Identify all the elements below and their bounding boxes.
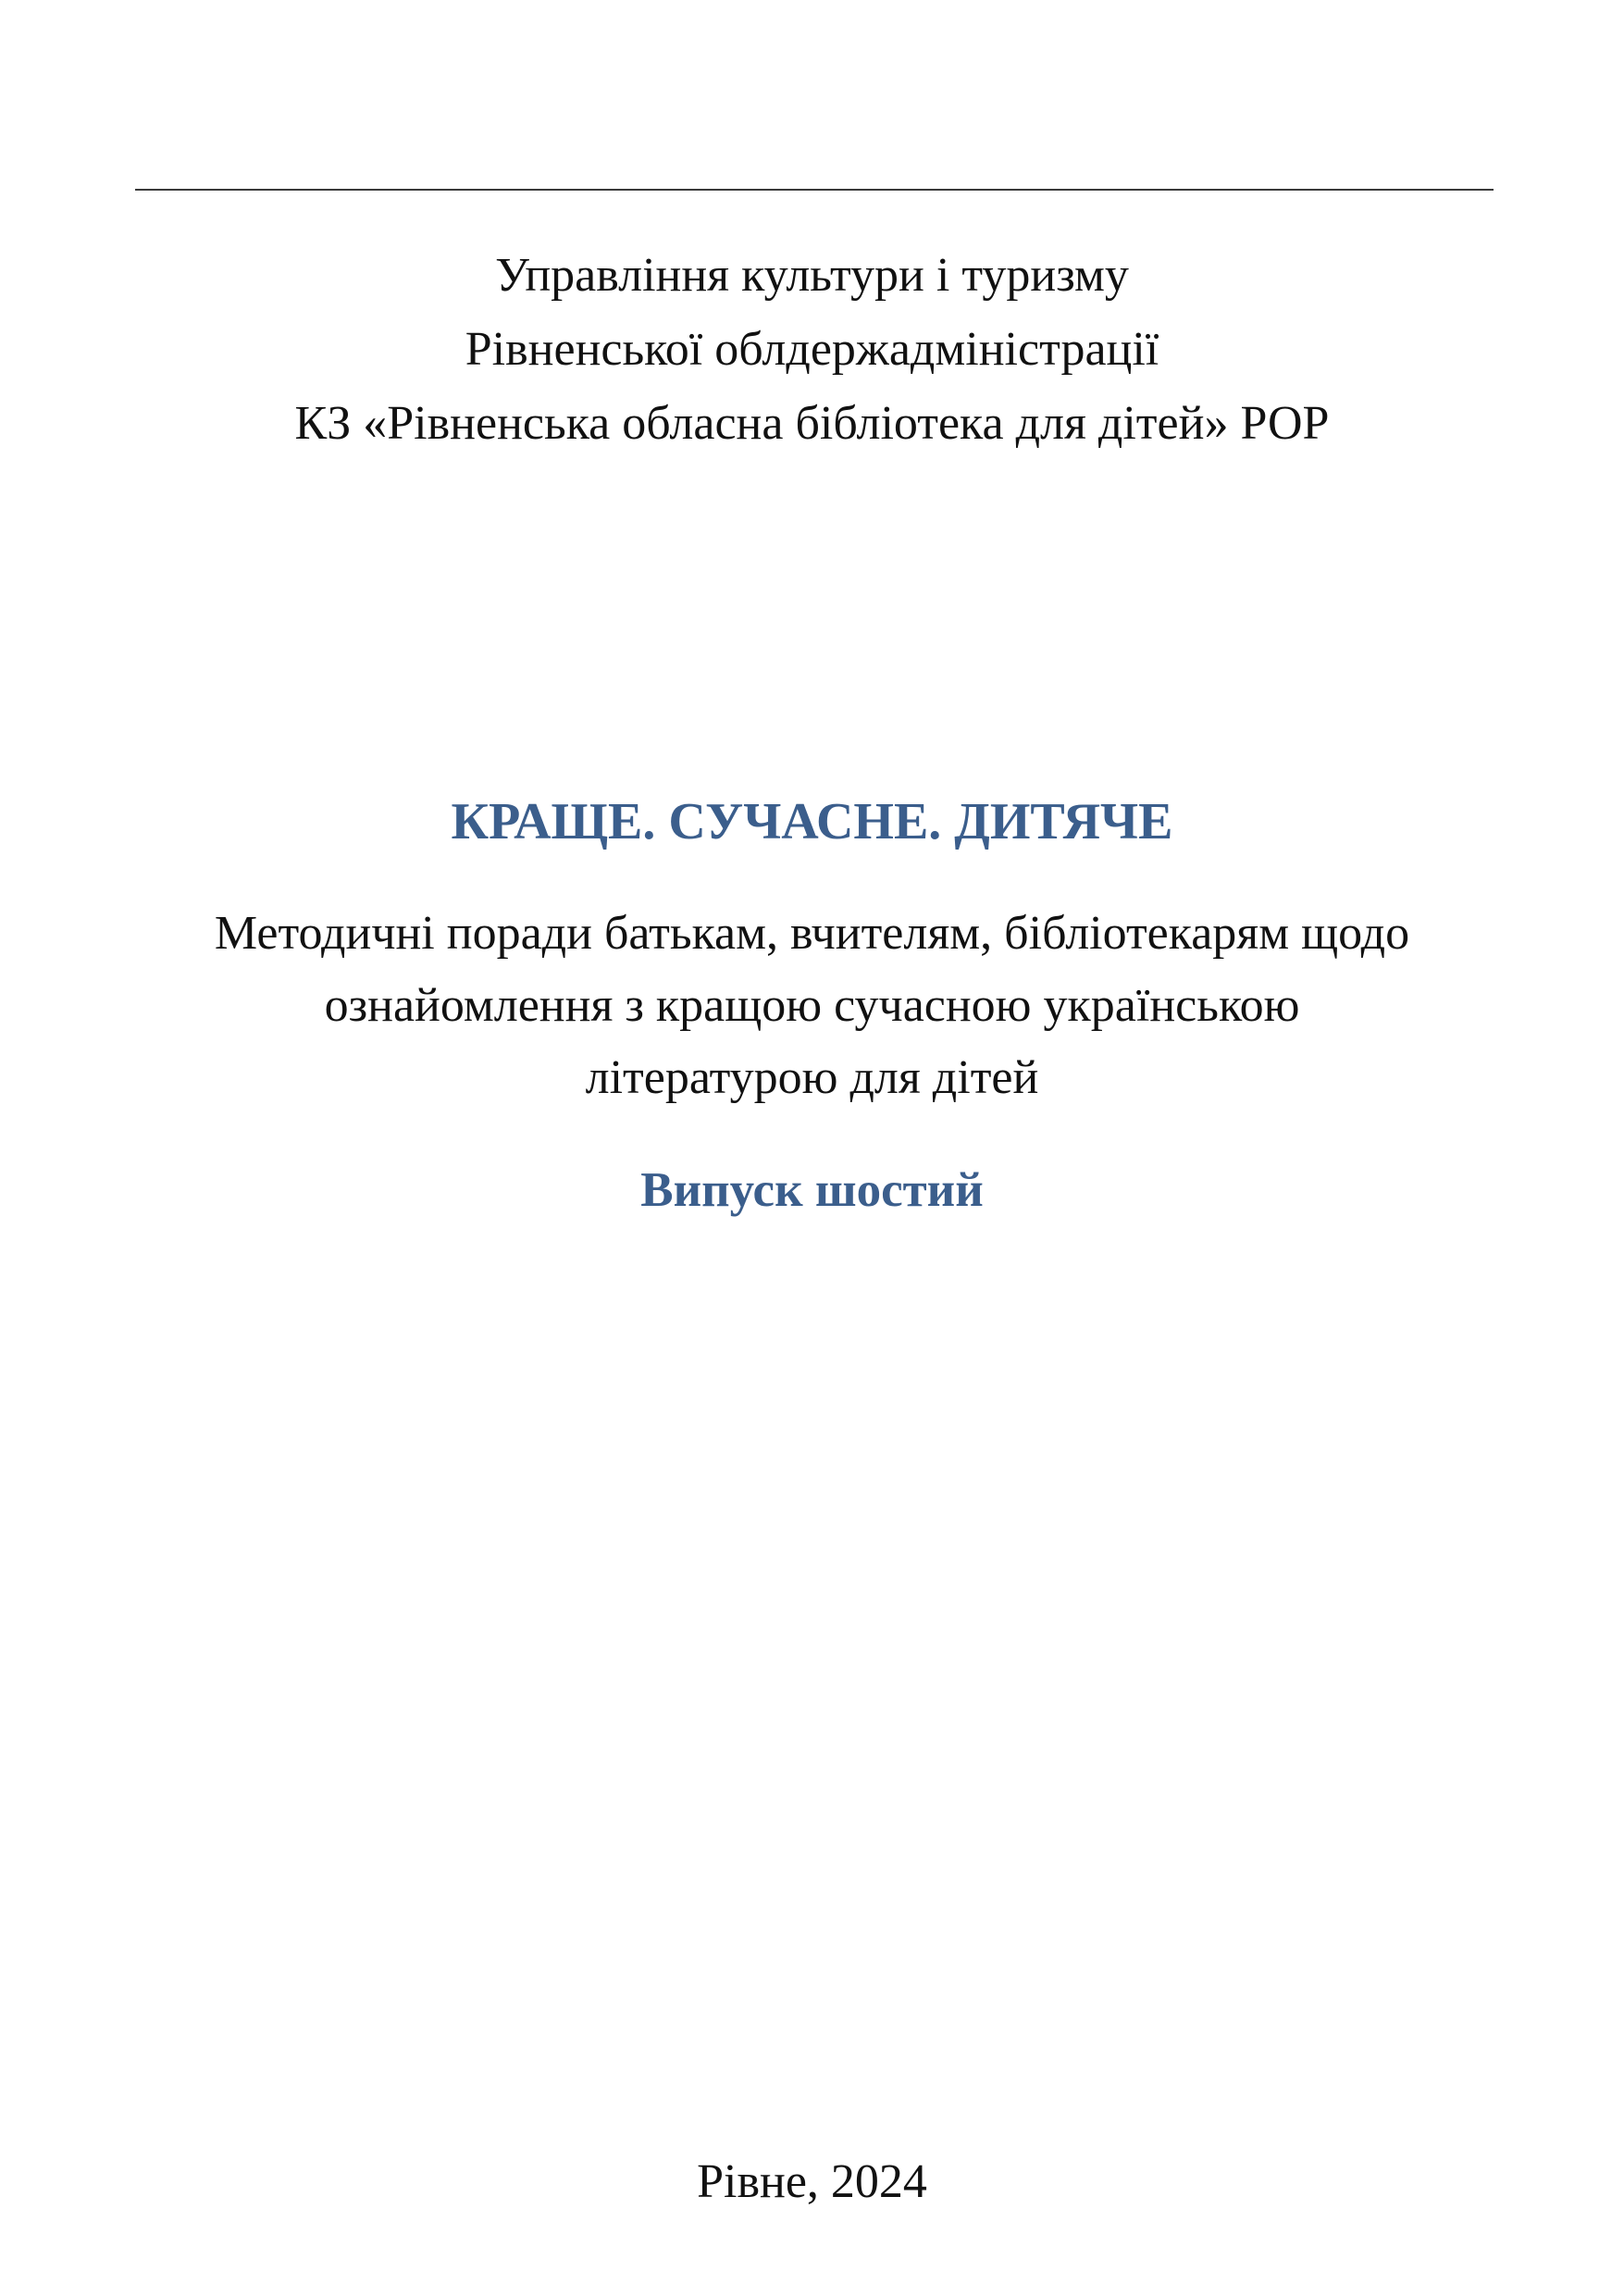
top-rule	[135, 189, 1494, 191]
subtitle-line-3: літературою для дітей	[585, 1051, 1039, 1104]
footer-place-year: Рівне, 2024	[697, 2155, 927, 2208]
document-title: КРАЩЕ. СУЧАСНЕ. ДИТЯЧЕ	[451, 793, 1173, 850]
header-line-administration: Рівненської облдержадміністрації	[465, 323, 1159, 376]
subtitle-block	[0, 898, 1624, 1114]
subtitle-line-2: ознайомлення з кращою сучасною українською	[324, 979, 1300, 1032]
issue-label: Випуск шостий	[640, 1163, 984, 1217]
header-line-department: Управління культури і туризму	[495, 249, 1129, 302]
subtitle-line-1: Методичні поради батькам, вчителям, бібліотекарям щодо	[214, 907, 1410, 960]
header-block	[0, 239, 1624, 461]
header-line-library: КЗ «Рівненська обласна бібліотека для дітей» РОР	[294, 397, 1330, 450]
